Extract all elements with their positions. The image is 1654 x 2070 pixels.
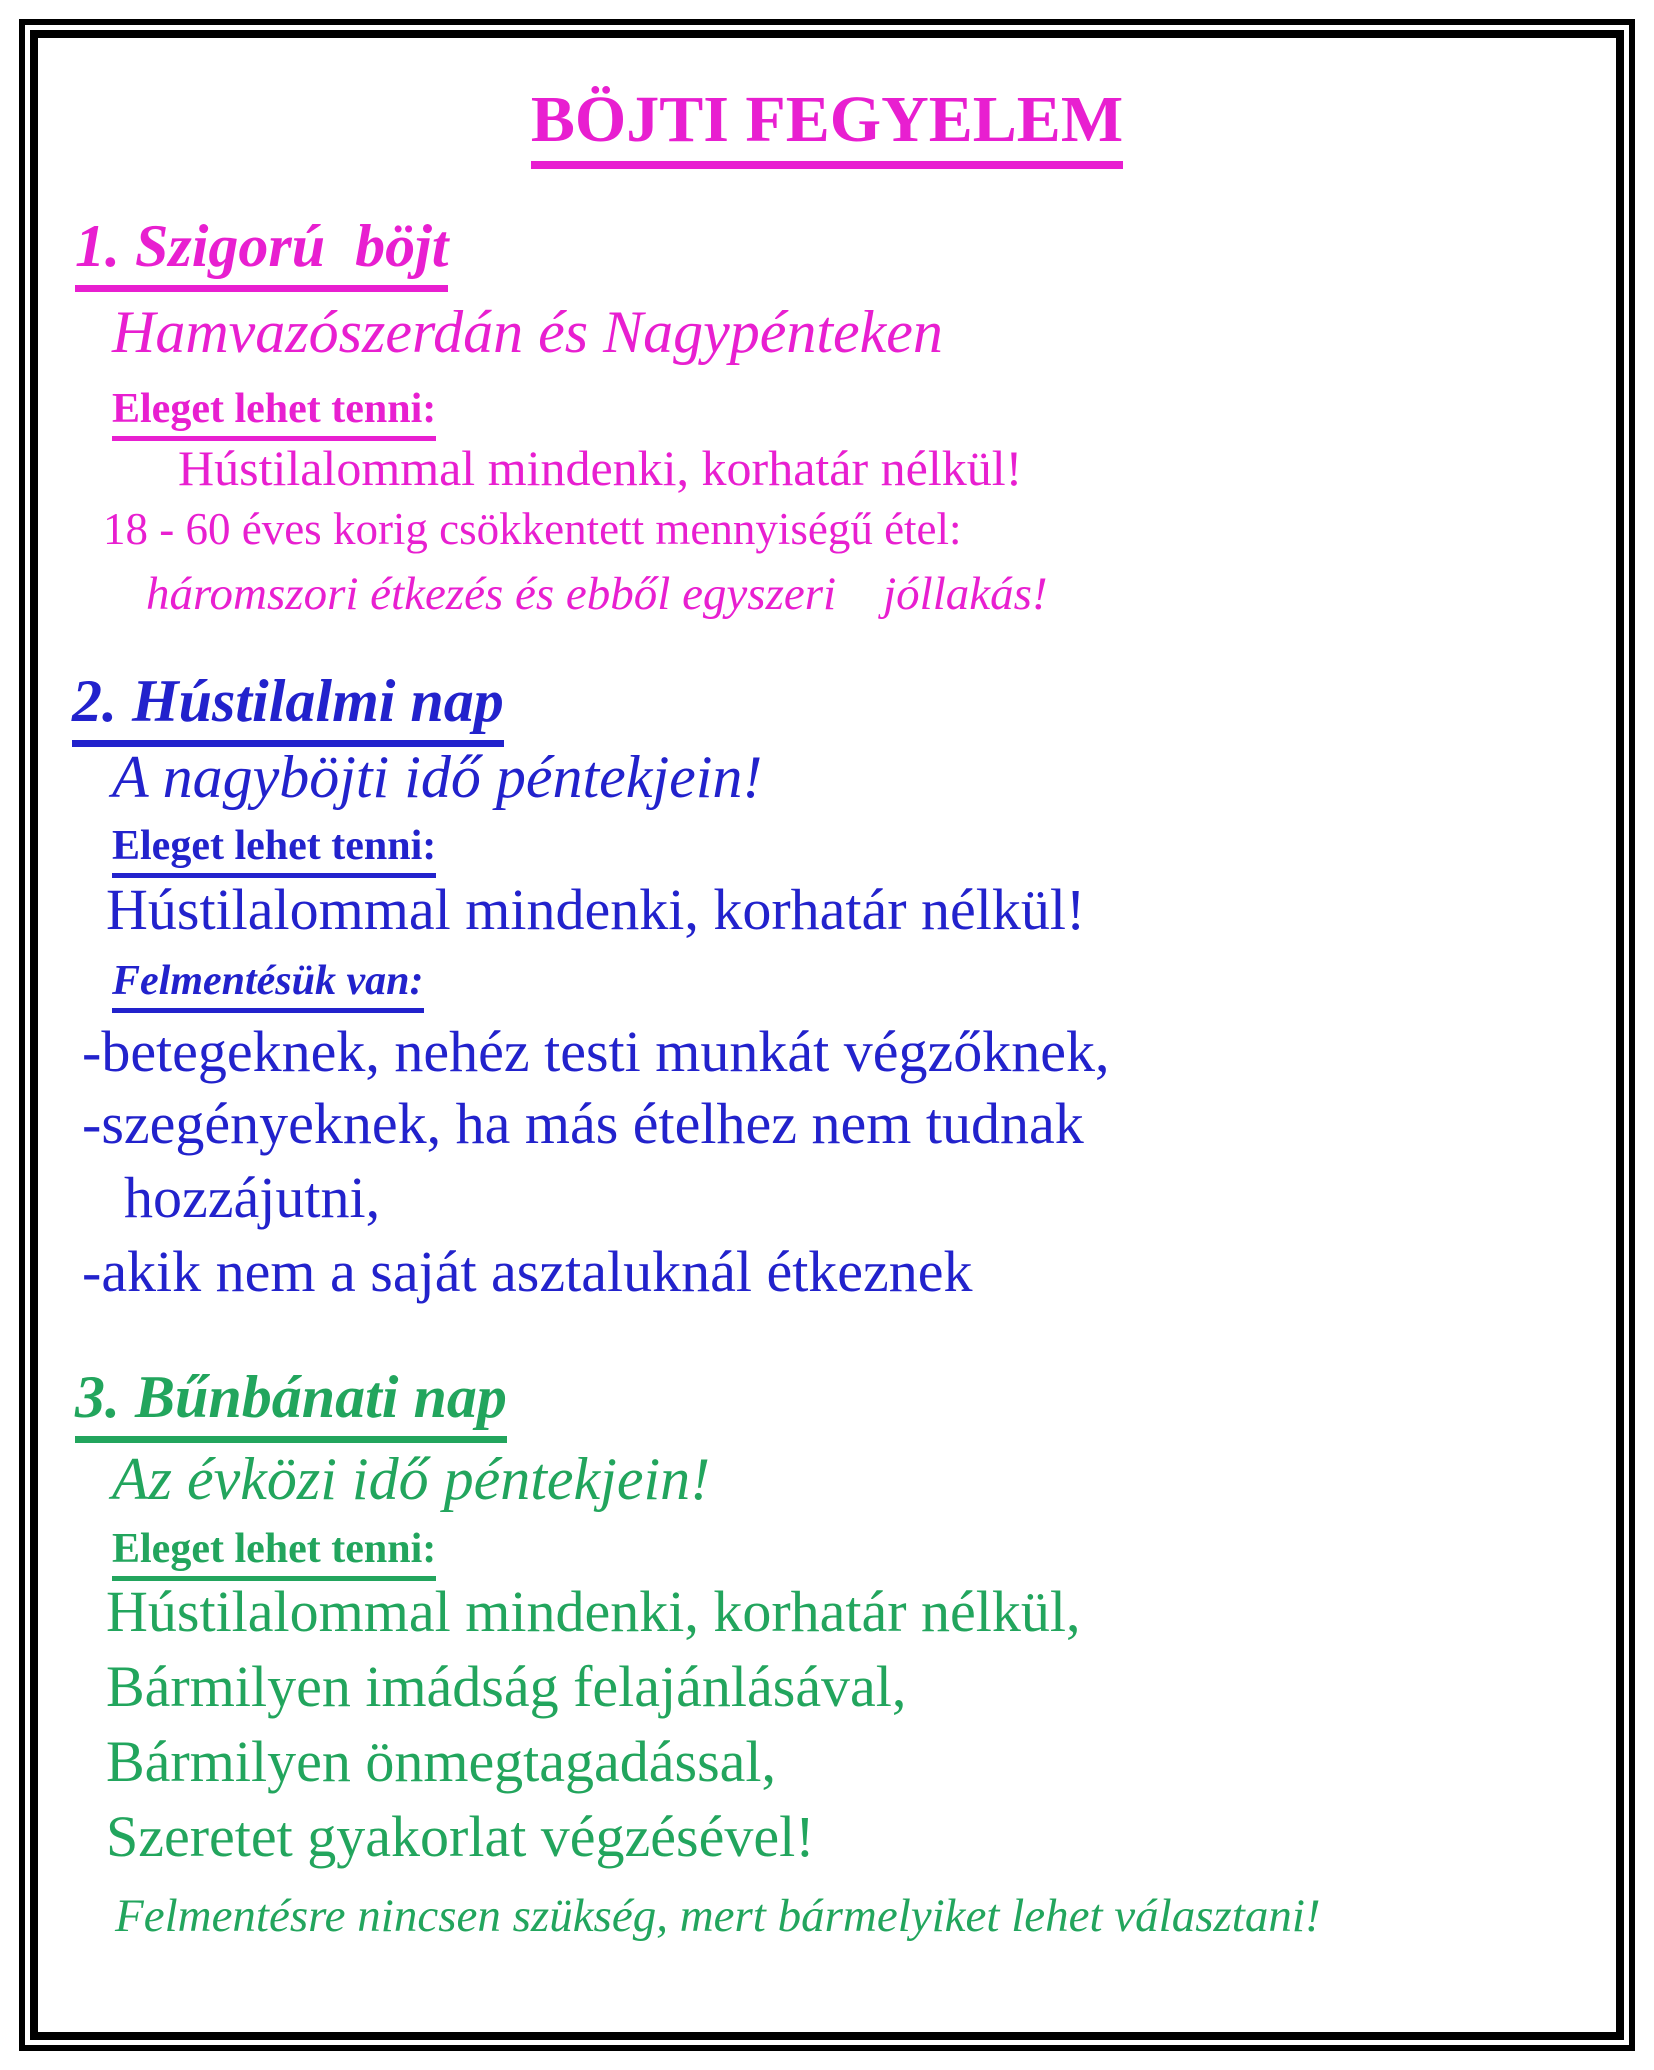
section-1-subtitle: Hamvazószerdán és Nagypénteken bbox=[112, 299, 943, 365]
section-1-meals-line: háromszori étkezés és ebből egyszeri jóllakás! bbox=[146, 568, 1048, 620]
section-3-rule-line-2: Bármilyen imádság felajánlásával, bbox=[106, 1654, 907, 1719]
document-title: BÖJTI FEGYELEM bbox=[531, 83, 1123, 169]
section-3-heading: 3. Bűnbánati nap bbox=[75, 1364, 507, 1443]
section-1-age-rule-line: 18 - 60 éves korig csökkentett mennyiségű étel: bbox=[103, 504, 962, 554]
title-row bbox=[0, 82, 1654, 158]
section-1-fulfill-label: Eleget lehet tenni: bbox=[112, 386, 436, 441]
exemption-item-poor: -szegényeknek, ha más ételhez nem tudnak bbox=[82, 1091, 1084, 1156]
section-3-subtitle: Az évközi idő péntekjein! bbox=[112, 1446, 711, 1512]
section-2-fulfill-label: Eleget lehet tenni: bbox=[112, 823, 436, 878]
section-1-rule-line: Hústilalommal mindenki, korhatár nélkül! bbox=[178, 440, 1023, 496]
section-3-rule-line-1: Hústilalommal mindenki, korhatár nélkül, bbox=[106, 1579, 1081, 1644]
section-2-rule-line: Hústilalommal mindenki, korhatár nélkül! bbox=[106, 877, 1086, 942]
exemption-item-table: -akik nem a saját asztaluknál étkeznek bbox=[82, 1239, 973, 1304]
section-1-heading: 1. Szigorú böjt bbox=[75, 213, 448, 292]
section-2-heading: 2. Hústilalmi nap bbox=[72, 668, 504, 747]
section-3-rule-line-4: Szeretet gyakorlat végzésével! bbox=[106, 1804, 815, 1869]
section-2-subtitle: A nagyböjti idő péntekjein! bbox=[112, 744, 763, 810]
section-3-fulfill-label: Eleget lehet tenni: bbox=[112, 1526, 436, 1581]
section-3-rule-line-3: Bármilyen önmegtagadással, bbox=[106, 1729, 777, 1794]
section-2-exemption-label: Felmentésük van: bbox=[112, 958, 424, 1013]
section-3-note-line: Felmentésre nincsen szükség, mert bármelyiket lehet választani! bbox=[115, 1890, 1321, 1942]
exemption-item-poor-cont: hozzájutni, bbox=[124, 1165, 381, 1230]
exemption-item-sick: -betegeknek, nehéz testi munkát végzőknek, bbox=[82, 1019, 1110, 1084]
